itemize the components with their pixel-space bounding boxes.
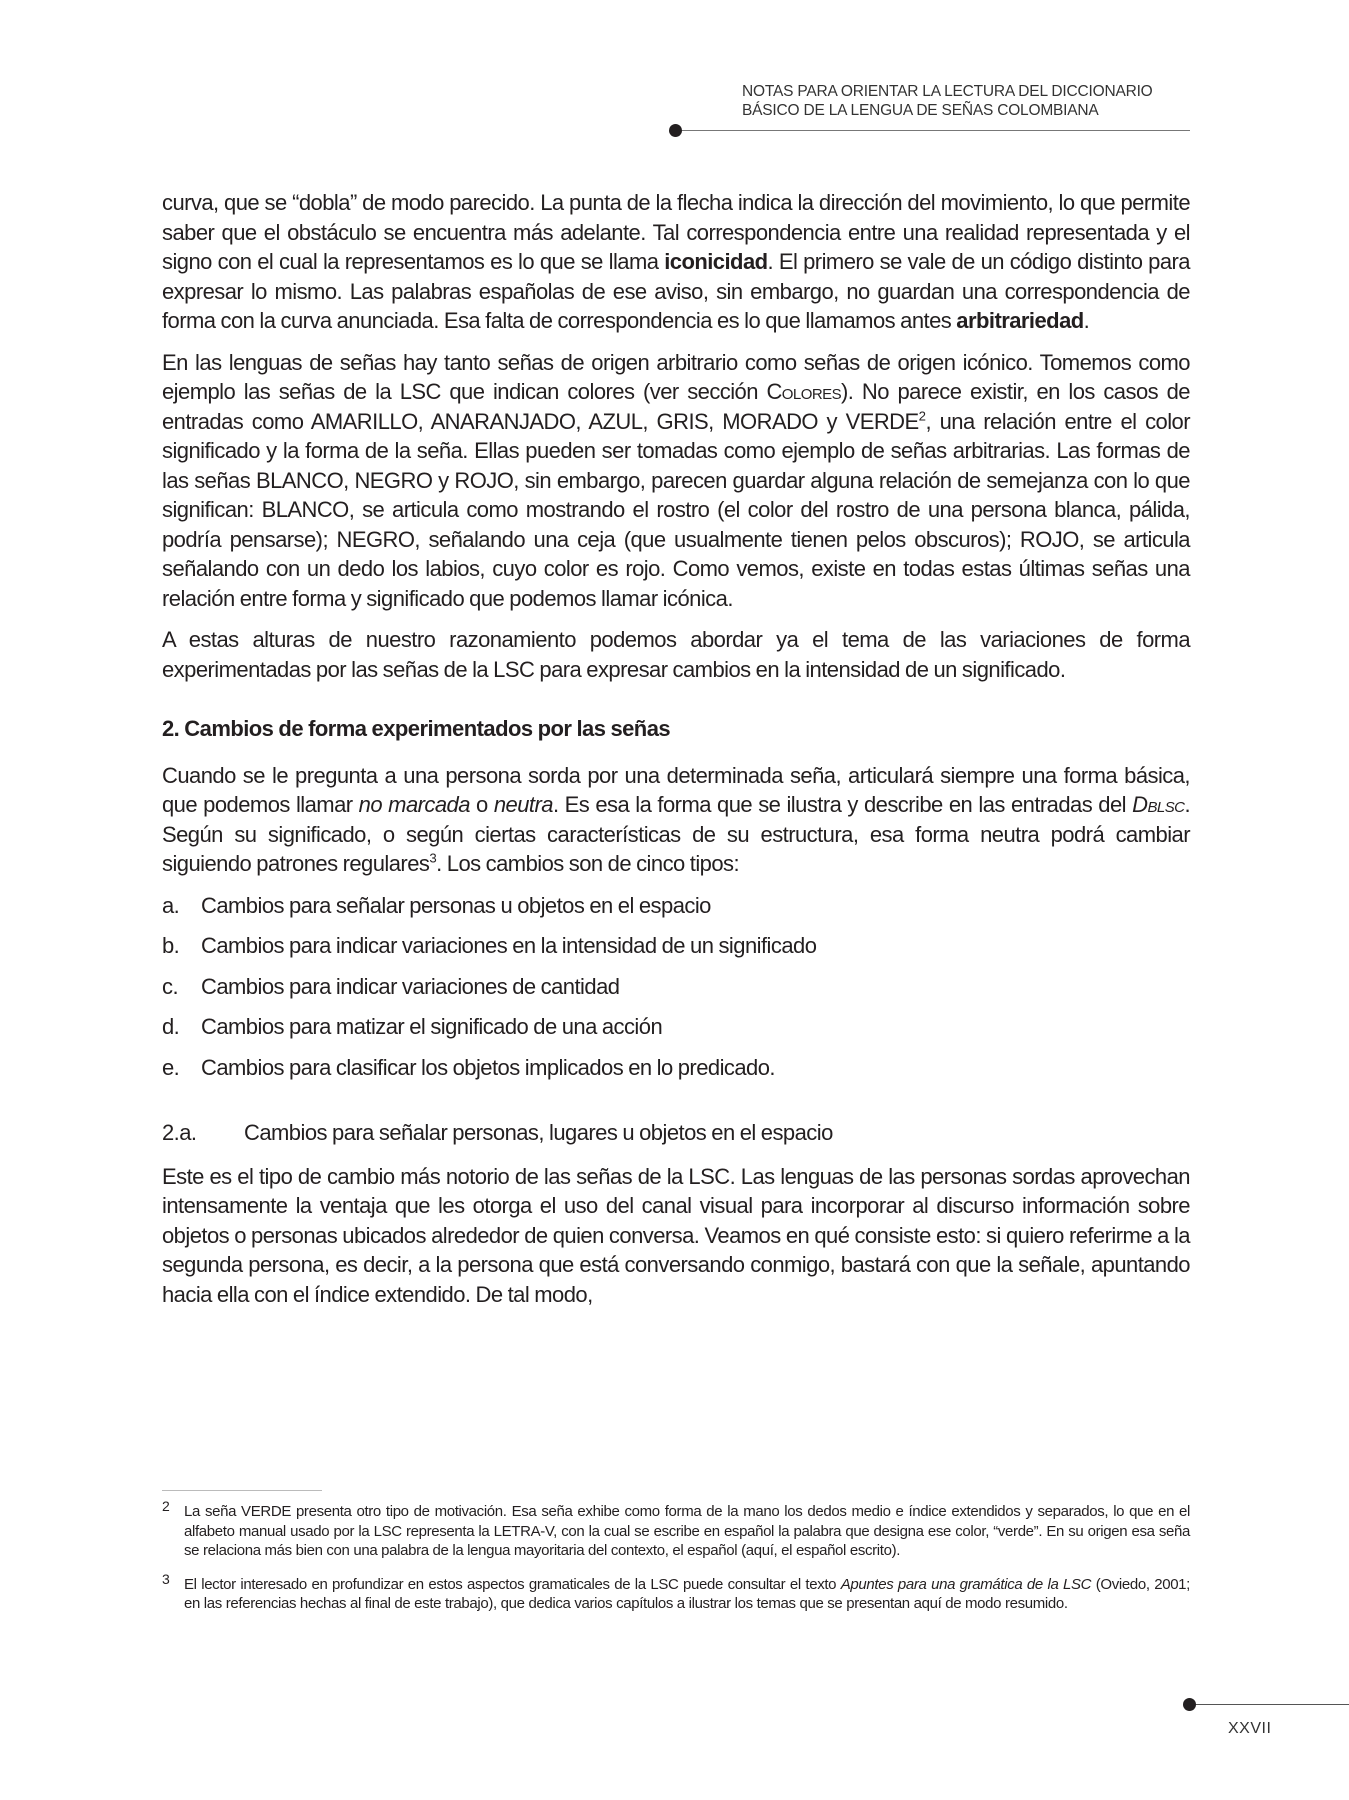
header-bullet-dot-icon (669, 124, 682, 137)
paragraph-segunda-persona: Este es el tipo de cambio más notorio de las señas de la LSC. Las lenguas de las personas sordas aprovechan intensamente la ventaja que les otorga el uso del canal visual para incorporar al discurso información sobre objetos o personas ubicados alrededor de quien conversa. Veamos en qué consiste esto: si quiero referirme a la segunda persona, es decir, a la persona que está conversando conmigo, bastará con que la señale, apuntando hacia ella con el índice extendido. De tal modo, (162, 1163, 1190, 1307)
list-item: d. Cambios para matizar el significado de una acción (162, 1014, 663, 1039)
subsection-heading: 2.a. Cambios para señalar personas, lugares u objetos en el espacio (162, 1120, 833, 1145)
running-header-line-2: BÁSICO DE LA LENGUA DE SEÑAS COLOMBIANA (742, 102, 1099, 119)
footer-bullet-dot-icon (1183, 1698, 1196, 1711)
running-header-line-1: NOTAS PARA ORIENTAR LA LECTURA DEL DICCIONARIO (742, 83, 1153, 100)
page-number: XXVII (1228, 1720, 1272, 1737)
footnotes (162, 1498, 1190, 1628)
footnote-ref-2: 2 (918, 408, 926, 424)
paragraph-iconicidad: curva, que se “dobla” de modo parecido. La punta de la flecha indica la dirección del movimiento, lo que permite saber que el obstáculo se encuentra más adelante. Tal correspondencia entre una realidad representada y el signo con el cual la representamos es lo que se llama iconicidad. El primero se vale de un código distinto para expresar lo mismo. Las palabras españolas de ese aviso, sin embargo, no guardan una correspondencia de forma con la curva anunciada. Esa falta de correspondencia es lo que llamamos antes arbitrariedad. (162, 190, 1190, 333)
footnote-2: 2 La seña VERDE presenta otro tipo de motivación. Esa seña exhibe como forma de la mano los dedos medio e índice extendidos y separados, lo que en el alfabeto manual usado por la LSC representa la LETRA-V, con la cual se escribe en español la palabra que designa ese color, “verde”. En su origen esa seña se relaciona más bien con una palabra de la lengua mayoritaria del contexto, el español (aquí, el español escrito). (162, 1498, 1190, 1559)
section-reference-colores: Colores (766, 379, 842, 404)
list-item: a. Cambios para señalar personas u objetos en el espacio (162, 892, 711, 918)
list-item: b. Cambios para indicar variaciones en la intensidad de un significado (162, 933, 817, 958)
paragraph-transition: A estas alturas de nuestro razonamiento podemos abordar ya el tema de las variaciones de forma experimentadas por las señas de la LSC para expresar cambios en la intensidad de un significado. (162, 627, 1190, 682)
footer-rule (1190, 1704, 1349, 1705)
term-iconicidad: iconicidad (664, 249, 768, 274)
list-item: e. Cambios para clasificar los objetos implicados en lo predicado. (162, 1054, 775, 1080)
header-rule (676, 130, 1190, 131)
change-types-list (162, 891, 1190, 1083)
body-text (162, 188, 1190, 1321)
cited-work-title: Apuntes para una gramática de la LSC (840, 1575, 1092, 1593)
footnote-rule (162, 1490, 322, 1491)
list-item: c. Cambios para indicar variaciones de cantidad (162, 973, 620, 999)
paragraph-colores: En las lenguas de señas hay tanto señas de origen arbitrario como señas de origen icónico. Tomemos como ejemplo las señas de la LSC que indican colores (ver sección Colores). No parece existir, en los casos de entradas como AMARILLO, ANARANJADO, AZUL, GRIS, MORADO y VERDE$^2$, una relación entre el color significado y la forma de la seña. Ellas pueden ser tomadas como ejemplo de señas arbitrarias. Las formas de las señas BLANCO, NEGRO y ROJO, sin embargo, parecen guardar alguna relación de semejanza con lo que significan: BLANCO, se articula como mostrando el rostro (el color del rostro de una persona blanca, pálida, podría pensarse); NEGRO, señalando una ceja (que usualmente tienen pelos obscuros); ROJO, se articula señalando con un dedo los labios, cuyo color es rojo. Como vemos, existe en todas estas últimas señas una relación entre forma y significado que podemos llamar icónica. (162, 349, 1190, 611)
section-title: 2. Cambios de forma experimentados por las señas (162, 716, 671, 741)
paragraph-forma-neutra: Cuando se le pregunta a una persona sorda por una determinada seña, articulará siempre una forma básica, que podemos llamar no marcada o neutra. Es esa la forma que se ilustra y describe en las entradas del Dblsc. Según su significado, o según ciertas características de su estructura, esa forma neutra podrá cambiar siguiendo patrones regulares$^3$. Los cambios son de cinco tipos: (162, 762, 1191, 876)
running-header (742, 82, 1192, 120)
footnote-ref-3: 3 (429, 850, 437, 866)
footnote-3: 3 El lector interesado en profundizar en estos aspectos gramaticales de la LSC puede consultar el texto Apuntes para una gramática de la LSC (Oviedo, 2001; en las referencias hechas al final de este trabajo), que dedica varios capítulos a ilustrar los temas que se presentan aquí de modo resumido. (162, 1570, 1190, 1612)
dictionary-abbreviation: Dblsc (1132, 792, 1185, 817)
term-arbitrariedad: arbitrariedad (956, 308, 1084, 333)
